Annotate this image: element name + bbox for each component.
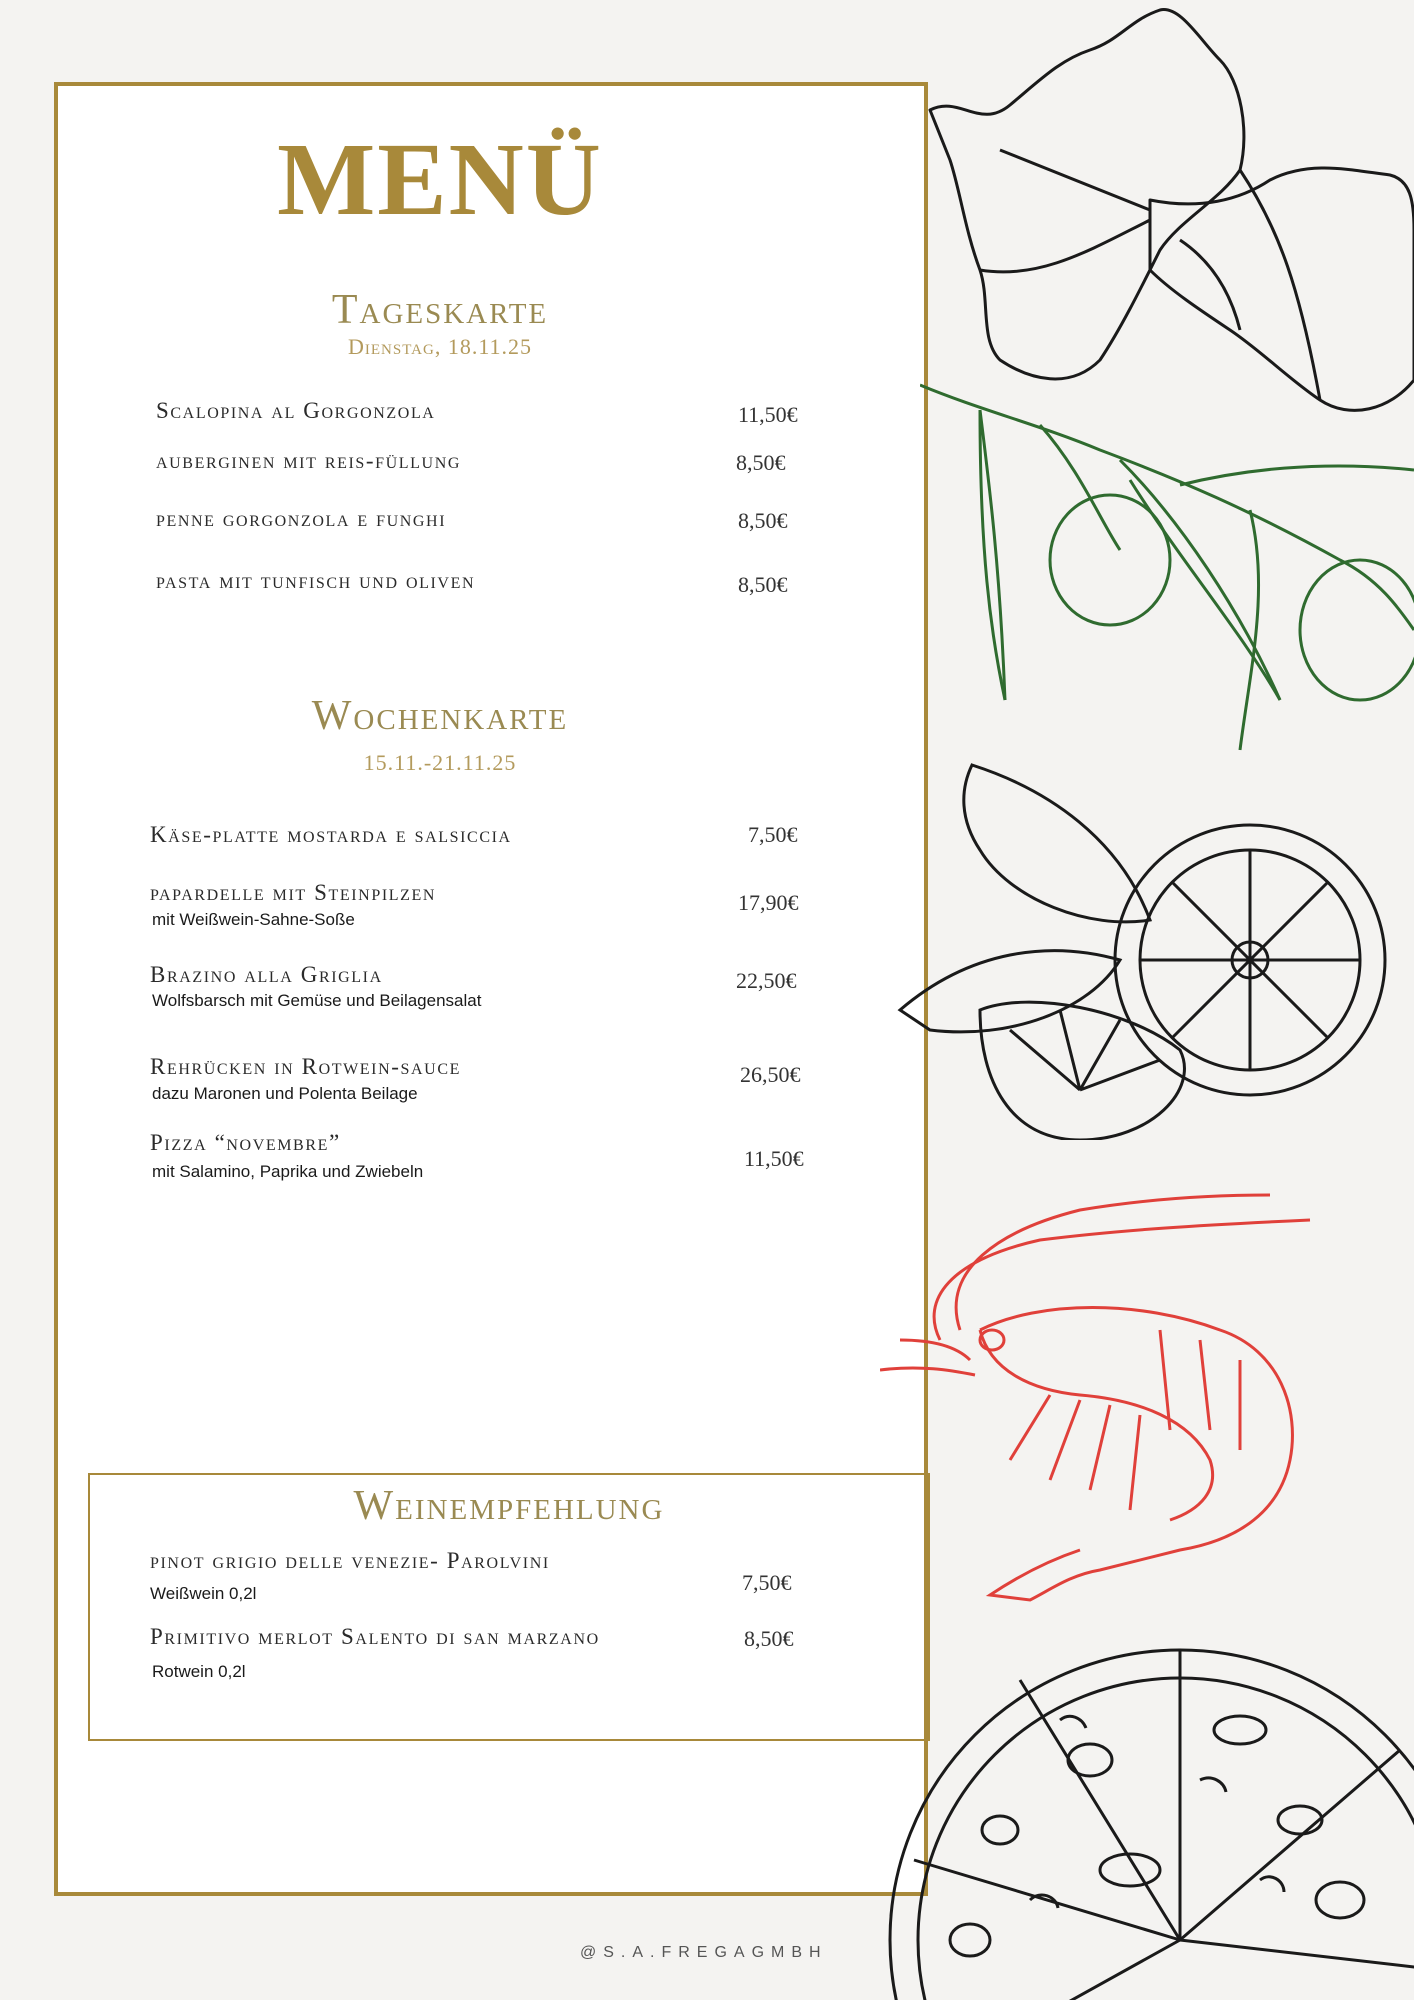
item-price: 7,50€ [748,822,798,847]
item-price: 17,90€ [738,890,799,915]
list-item: Käse-platte mostarda e salsiccia [150,822,512,847]
wochenkarte-date: 15.11.-21.11.25 [363,750,517,775]
item-description: Wolfsbarsch mit Gemüse und Beilagensalat [152,991,482,1010]
item-description: Weißwein 0,2l [150,1584,257,1603]
olive-branch-icon [920,370,1414,810]
item-description: dazu Maronen und Polenta Beilage [152,1084,418,1103]
wochenkarte-heading: Wochenkarte [311,693,569,739]
item-price: 11,50€ [744,1146,804,1171]
item-price: 8,50€ [738,572,788,597]
list-item: Pizza “novembre” [150,1130,341,1155]
list-item: penne gorgonzola e funghi [156,506,447,531]
footer-handle: @S.A.FREGAGMBH [580,1944,828,1961]
tageskarte-heading: Tageskarte [331,287,549,333]
item-price: 11,50€ [738,402,798,427]
item-price: 7,50€ [742,1570,792,1595]
pizza-icon [880,1640,1414,2000]
item-price: 8,50€ [738,508,788,533]
item-price: 26,50€ [740,1062,801,1087]
item-description: mit Weißwein-Sahne-Soße [152,910,355,929]
weinempfehlung-heading: Weinempfehlung [353,1483,665,1529]
item-description: mit Salamino, Paprika und Zwiebeln [152,1162,424,1181]
item-price: 8,50€ [736,450,786,475]
menu-title: MENÜ [277,122,603,237]
lemon-basil-icon [890,760,1414,1140]
tageskarte-date: Dienstag, 18.11.25 [347,334,533,359]
item-description: Rotwein 0,2l [152,1662,246,1681]
list-item: auberginen mit reis-füllung [156,448,462,473]
list-item: Brazino alla Griglia [150,962,383,987]
item-price: 22,50€ [736,968,797,993]
list-item: Rehrücken in Rotwein-sauce [150,1054,461,1079]
list-item: pasta mit tunfisch und oliven [156,568,476,593]
list-item: papardelle mit Steinpilzen [150,880,437,905]
list-item: Primitivo merlot Salento di san marzano [150,1624,600,1649]
list-item: Scalopina al Gorgonzola [156,398,436,423]
item-price: 8,50€ [744,1626,794,1651]
list-item: pinot grigio delle venezie- Parolvini [150,1548,550,1573]
shrimp-icon [880,1190,1414,1610]
